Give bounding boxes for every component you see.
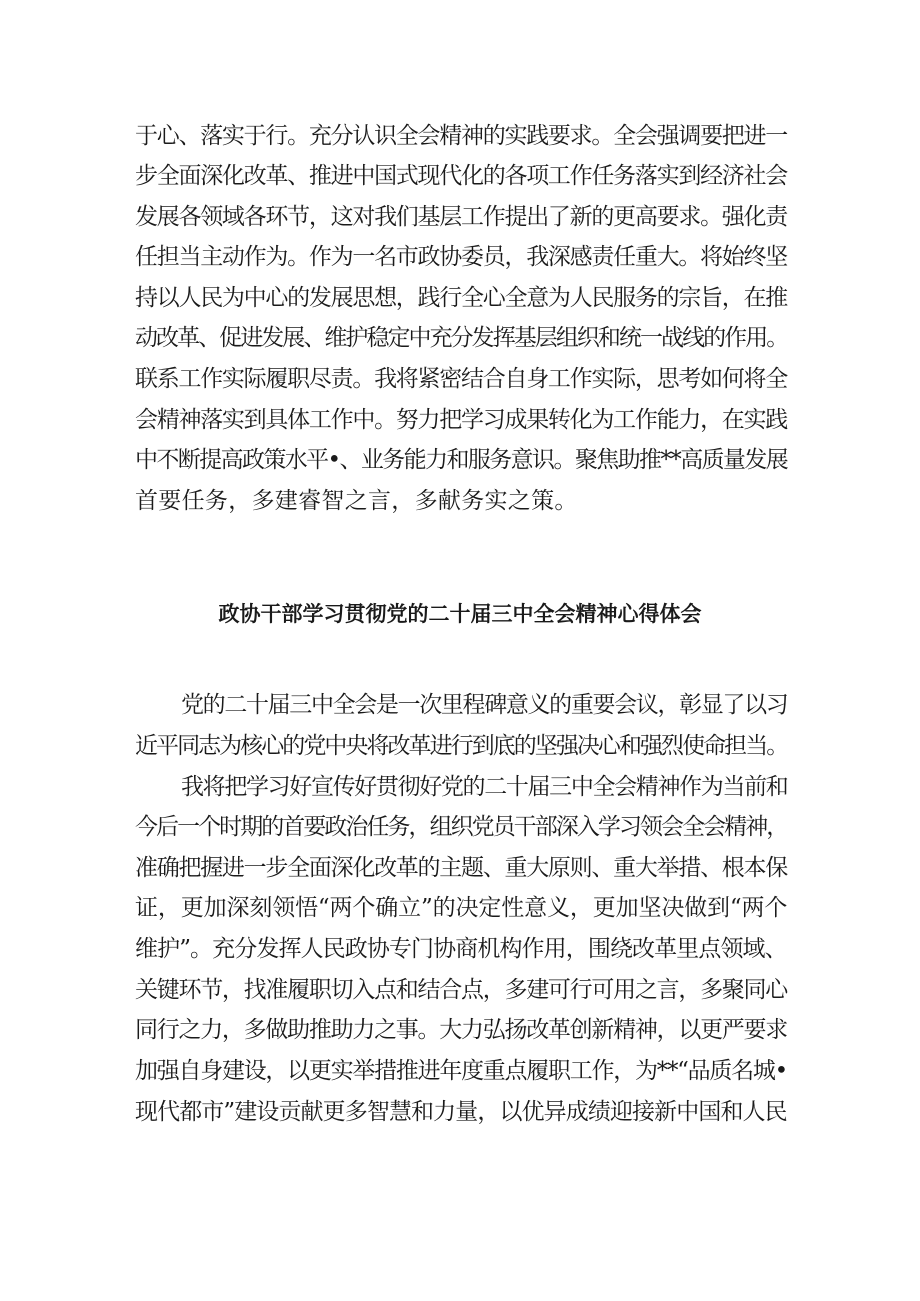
section-title: 政协干部学习贯彻党的二十届三中全会精神心得体会 (218, 602, 702, 626)
text-line: 维护”。充分发挥人民政协专门协商机构作用，围绕改革里点领域、 (135, 936, 787, 962)
text-line: 任担当主动作为。作为一名市政协委员，我深感责任重大。将始终坚 (135, 244, 788, 270)
text-line: 近平同志为核心的党中央将改革进行到底的坚强决心和强烈使命担当。 (135, 733, 788, 759)
text-line: 于心、落实于行。充分认识全会精神的实践要求。全会强调要把进一 (135, 123, 788, 149)
text-line: 加强自身建设，以更实举措推进年度重点履职工作，为**“品质名城• (135, 1058, 787, 1084)
text-line: 持以人民为中心的发展思想，践行全心全意为人民服务的宗旨，在推 (135, 285, 788, 311)
text-line: 步全面深化改革、推进中国式现代化的各项工作任务落实到经济社会 (135, 163, 788, 189)
text-line: 同行之力，多做助推助力之事。大力弘扬改革创新精神，以更严要求 (135, 1017, 788, 1043)
text-line: 我将把学习好宣传好贯彻好党的二十届三中全会精神作为当前和 (181, 774, 788, 800)
text-line: 发展各领域各环节，这对我们基层工作提出了新的更高要求。强化责 (135, 204, 788, 230)
text-line: 党的二十届三中全会是一次里程碑意义的重要会议，彰显了以习 (181, 692, 788, 718)
text-line: 会精神落实到具体工作中。努力把学习成果转化为工作能力，在实践 (135, 407, 788, 433)
text-line: 今后一个时期的首要政治任务，组织党员干部深入学习领会全会精神， (135, 814, 788, 840)
text-line: 动改革、促进发展、维护稳定中充分发挥基层组织和统一战线的作用。 (135, 325, 788, 351)
text-line: 现代都市”建设贡献更多智慧和力量，以优异成绩迎接新中国和人民 (135, 1099, 787, 1125)
text-line: 联系工作实际履职尽责。我将紧密结合自身工作实际，思考如何将全 (135, 366, 788, 392)
text-line: 关键环节，找准履职切入点和结合点，多建可行可用之言，多聚同心 (135, 977, 788, 1003)
text-line: 首要任务，多建睿智之言，多献务实之策。 (135, 488, 578, 514)
text-line: 准确把握进一步全面深化改革的主题、重大原则、重大举措、根本保 (135, 855, 788, 881)
text-line: 中不断提高政策水平•、业务能力和服务意识。聚焦助推**高质量发展 (135, 447, 788, 473)
text-line: 证，更加深刻领悟“两个确立”的决定性意义，更加坚决做到“两个 (135, 895, 788, 921)
